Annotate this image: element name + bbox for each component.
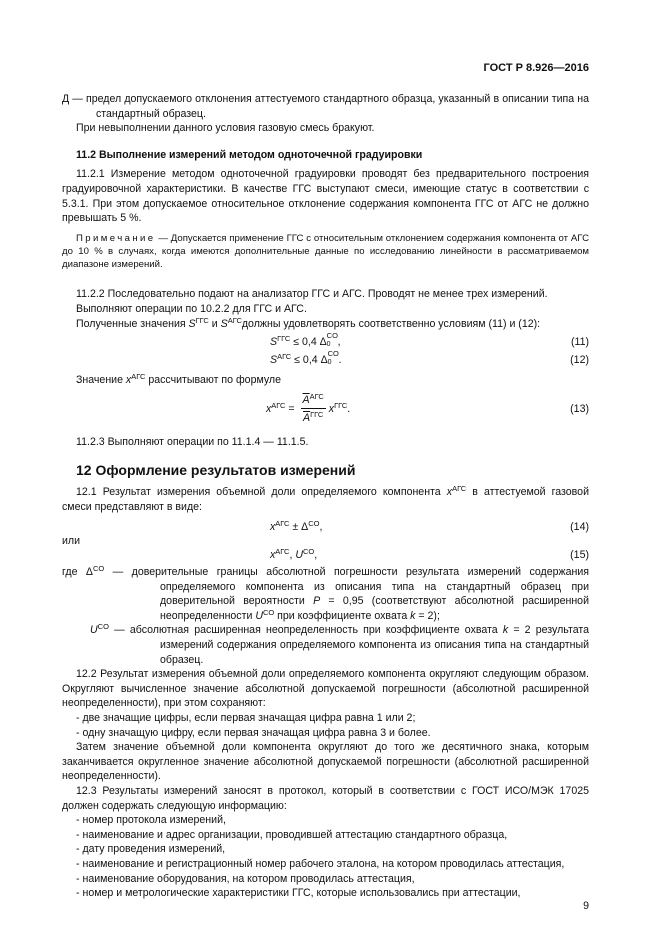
p-line: Выполняют операции по 10.2.2 для ГГС и АГС. [76,302,307,315]
equation-11-row [62,331,589,349]
equation-13: $x^{АГС}$ = $\frac{\overline{A}^{АГС}}{\overline{A}^{ГГС}}$ $x^{ГГС}$. [266,391,351,424]
definition-text: предел допускаемого отклонения аттестуемого стандартного образца, указанный в описании типа на стандартный образец. [86,93,589,120]
document-id-header: ГОСТ Р 8.926—2016 [483,62,589,74]
page-body [62,92,589,901]
note-text: — Допускается применение ГГС с относительным отклонением содержания компонента от АГС до 10 % в случаях, когда имеются дополнительные данные по исследованию линейности в рассматриваемом диапазоне измерений. [62,232,589,271]
paragraph-12-3: 12.3 Результаты измерений заносят в протокол, который в соответствии с ГОСТ ИСО/МЭК 17025 должен содержать следующую информацию: [62,785,589,812]
p-line: Полученные значения $S^{ГГС}$ и $S^{АГС}должны$ удовлетворять соответственно условиям (11) и (12): [76,315,541,330]
paragraph-12-2: 12.2 Результат измерения объемной доли определяемого компонента округляют следующим образом. Округляют вычисленное значение абсолютной допускаемой погрешности (абсолютной расширенной неопределенности), при этом сохраняют: [62,668,589,710]
section-heading-12: 12 Оформление результатов измерений [76,462,356,479]
list-item: - наименование и регистрационный номер рабочего эталона, на котором проводилась аттестация, [76,857,565,870]
equation-number-11: (11) [570,336,589,349]
list-item: - две значащие цифры, если первая значащая цифра равна 1 или 2; [76,712,416,725]
equation-15-row [62,548,589,562]
list-item: - номер и метрологические характеристики ГГС, которые использовались при аттестации, [76,887,521,900]
section-heading-11-2: 11.2 Выполнение измерений методом одноточечной градуировки [76,148,423,161]
list-12-2 [62,711,589,740]
list-item: - наименование оборудования, на котором проводилась аттестация, [76,872,415,885]
where-definition-u: $U^{CO}$ — абсолютная расширенная неопределенность при коэффициенте охвата k = 2 результата измерений содержания определяемого компонента из описания типа на стандартный образец. [90,622,589,666]
equation-11: $S^{ГГС} \le 0,4$ Δ CO 0 , [270,331,341,349]
definition-symbol: Д — [62,93,83,105]
equation-number-14: (14) [570,520,589,533]
list-item: - дату проведения измерений, [76,843,226,856]
equation-15: $x^{АГС}$, $U^{CO}$, [270,547,318,562]
note [62,232,589,272]
paragraph-12-1: 12.1 Результат измерения объемной доли определяемого компонента $x^{АГС}$ в аттестуемой газовой смеси представляют в виде: [62,484,589,513]
equation-number-13: (13) [570,402,589,415]
note-label: Примечание [76,232,156,244]
list-12-3 [62,813,589,901]
definition-delta [62,92,589,121]
equation-number-15: (15) [570,549,589,562]
equation-14-row [62,520,589,534]
equation-number-12: (12) [570,354,589,367]
list-item: - наименование и адрес организации, проводившей аттестацию стандартного образца, [76,828,508,841]
paragraph-reject: При невыполнении данного условия газовую смесь бракуют. [76,122,375,135]
where-definition-delta: где $\Delta^{CO}$ — доверительные границы абсолютной погрешности результата измерений содержания определяемого компонента из описания типа на стандартный образец при доверительной вероятности P = 0,95 (соответствуют абсолютной расширенной неопределенности $U^{CO}$ при коэффициенте охвата k = 2); [62,564,589,622]
paragraph-11-2-2 [62,287,589,331]
equation-12-row [62,349,589,367]
list-item: - одну значащую цифру, если первая значащая цифра равна 3 и более. [76,726,431,739]
paragraph-then: Затем значение объемной доли компонента округляют до того же десятичного знака, которым заканчивается округленное значение абсолютной допускаемой погрешности (абсолютной расширенной неопределенности). [62,741,589,783]
text-or: или [62,534,81,547]
paragraph-11-2-3: 11.2.3 Выполняют операции по 11.1.4 — 11.1.5. [76,435,309,448]
paragraph-value: Значение $x^{АГС}$ рассчитывают по формуле [76,372,281,387]
paragraph-11-2-1: 11.2.1 Измерение методом одноточечной градуировки проводят без предварительного построения градуировочной характеристики. В качестве ГГС выступают смеси, имеющие статус в соответствии с 5.3.1. При этом допускаемое относительное отклонение содержания компонента ГГС от АГС не должно превышать 5 %. [62,168,589,225]
equation-14: $x^{АГС} \pm \Delta^{CO}$, [270,518,323,533]
list-item: - номер протокола измерений, [76,814,226,827]
page-number: 9 [583,900,589,912]
p-line: 11.2.2 Последовательно подают на анализатор ГГС и АГС. Проводят не менее трех измерений. [76,288,548,301]
equation-12: $S^{АГС} \le 0,4$ Δ CO 0 . [270,349,342,367]
equation-13-row [62,393,589,425]
